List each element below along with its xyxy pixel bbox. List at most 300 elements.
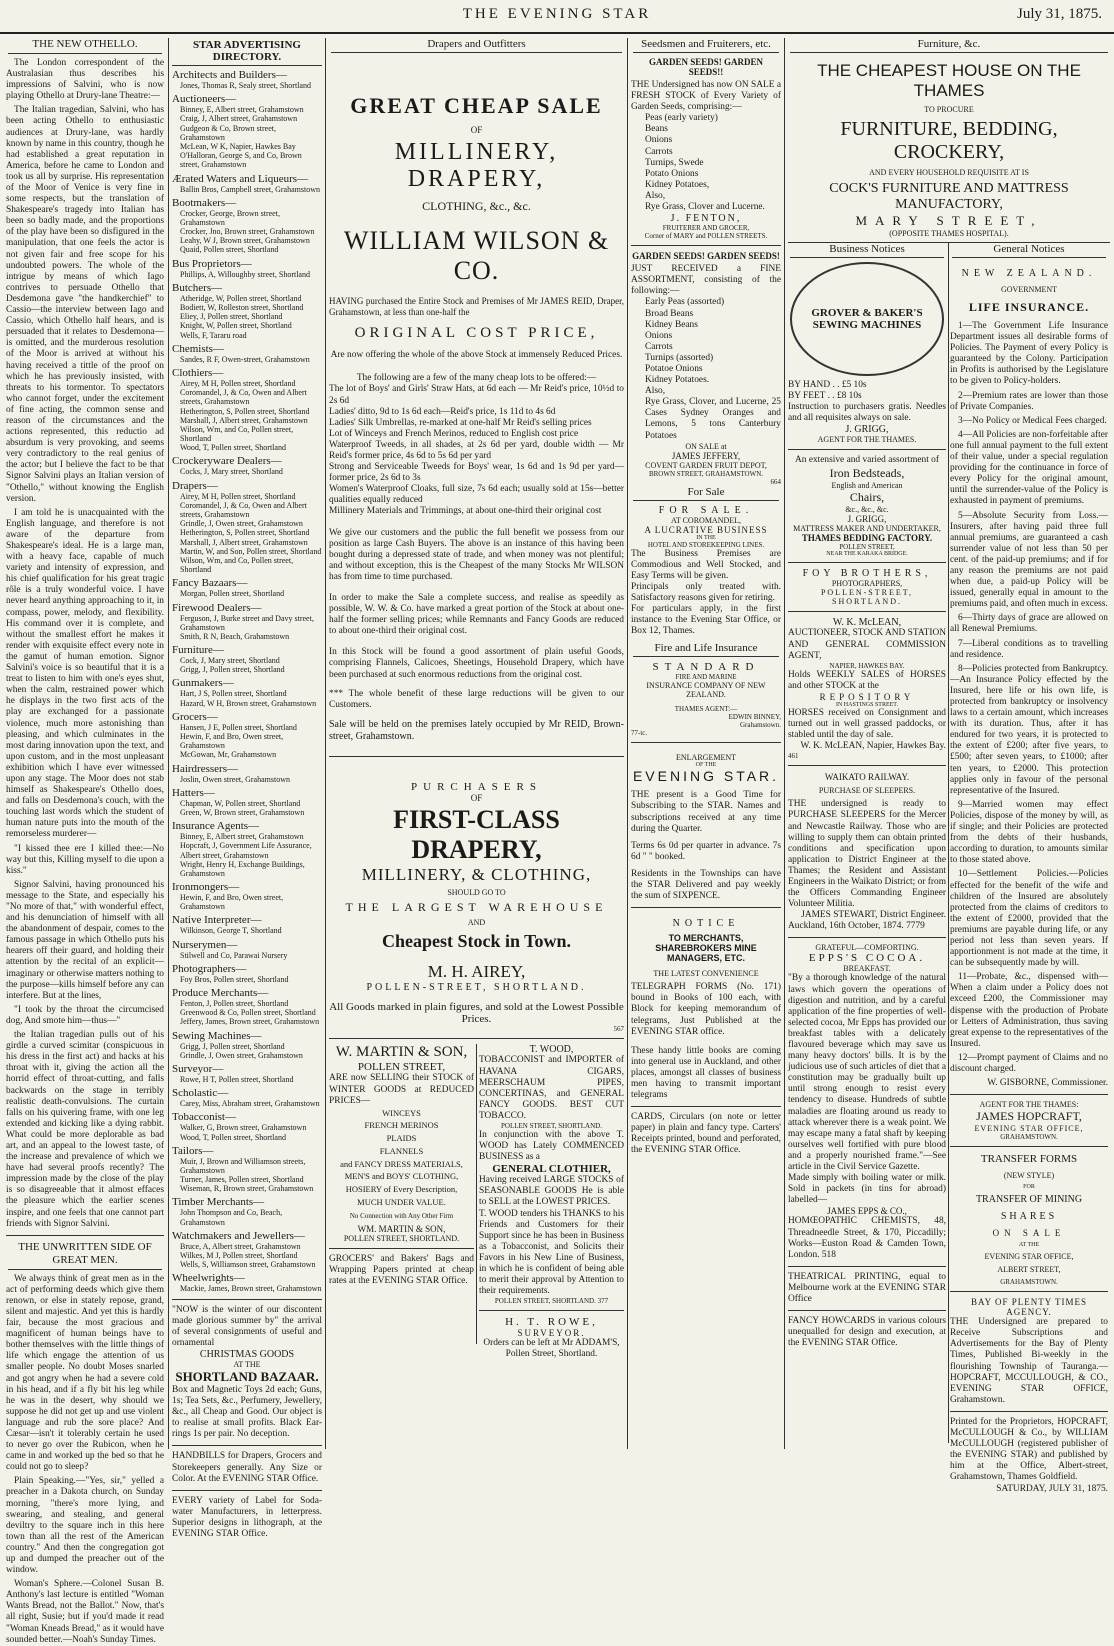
handy-books: These handy little books are coming into general use in Auckland, and other places, amongst all classes of business men having to transmit important telegrams bbox=[631, 1045, 781, 1101]
insurance-point: 4—All Policies are non-forfeitable after one full annual payment to the full extent of their value, under a special regulation providing for the continuance in force of every Policy for the original amount, until the surrender-value of the Policy is exhausted in payment of premiums. bbox=[950, 429, 1108, 507]
napier: NAPIER, HAWKES BAY. bbox=[829, 661, 905, 670]
imprint: Printed for the Proprietors, HOPCRAFT, McCULLOUGH & Co., by WILLIAM McCULLOUGH (registered publisher of the EVENING STAR) and published by him at the Office, Albert-street, Grahamstown, Thames Goldfield. bbox=[950, 1416, 1108, 1483]
merchants-heading: TO MERCHANTS, SHAREBROKERS MINE MANAGERS, ETC. bbox=[655, 933, 757, 964]
enlargement: ENLARGEMENT bbox=[676, 753, 736, 763]
directory-entry: Jones, Thomas R, Sealy street, Shortland bbox=[180, 81, 311, 90]
bazaar-intro: "NOW is the winter of our discontent made glorious summer by" the arrival of several consignments of useful and ornamental bbox=[172, 1304, 322, 1348]
largest-warehouse: THE LARGEST WAREHOUSE bbox=[345, 900, 608, 915]
railway-text: THE undersigned is ready to PURCHASE SLEEPERS for the Mercer and Newcastle Railway. Those who are willing to supply them can obtain printed conditions and specification upon application to District Engineer at the Thames; the Resident and Assistant Engineers in the Waikato District; or from the Officers Commanding Engineer Volunteer Militia. bbox=[788, 799, 946, 910]
martin-street: POLLEN STREET, bbox=[357, 1061, 446, 1074]
lots-intro: The following are a few of the many cheap lots to be offered:— bbox=[356, 373, 597, 384]
fancy-showcards: FANCY HOWCARDS in various colours unequalled for design and execution, at the EVENING STAR Office. bbox=[788, 1316, 946, 1349]
seed-item: Beans bbox=[645, 124, 668, 135]
directory-entry: Wright, Henry H, Exchange Buildings, Grahamstown bbox=[180, 859, 305, 878]
labels-notice: EVERY variety of Label for Soda-water Manufacturers, in letterpress. Superior designs in lithograph, at the EVENING STAR Office. bbox=[172, 1495, 322, 1539]
bay-text: THE Undersigned are prepared to Receive Subscriptions and Advertisements for the Bay of Plenty Times, Published Bi-weekly in the flourishing Township of Tauranga.—HOPCRAFT, MCCULLOUGH, & CO., EVENING STAR OFFICE, Grahamstown. bbox=[950, 1317, 1108, 1405]
price-feet: BY FEET . . £8 10s bbox=[788, 391, 862, 402]
epps-company: JAMES EPPS & CO., bbox=[827, 1206, 907, 1217]
wilson-name: WILLIAM WILSON & CO. bbox=[343, 226, 610, 285]
directory-entry: Wilson, Wm, and Co, Pollen street, Shortland bbox=[180, 555, 294, 575]
foy-brothers: FOY BROTHERS, bbox=[802, 568, 932, 580]
section-heading: For Sale bbox=[633, 486, 779, 501]
millinery-heading: MILLINERY, DRAPERY, bbox=[394, 139, 559, 192]
directory-category: Bus Proprietors— bbox=[172, 257, 252, 270]
martin-item: PLAIDS bbox=[386, 1133, 417, 1144]
insurance-point: 6—Thirty days of grace are allowed on all Renewal Premiums. bbox=[950, 613, 1108, 635]
epps-made: Made simply with boiling water or milk. Sold in packets (in tins for abroad) labelled— bbox=[788, 1173, 946, 1206]
directory-entry: Wilson, Wm, and Co, Pollen street, Shortland bbox=[180, 424, 294, 444]
directory-entry: Fenton, J, Pollen street, Shortland bbox=[180, 999, 289, 1008]
original-cost: ORIGINAL COST PRICE, bbox=[354, 325, 599, 342]
column-directory bbox=[172, 38, 322, 1539]
directory-entry: Ferguson, J, Burke street and Davy street, Grahamstown bbox=[180, 613, 314, 632]
seed-item: Potato Onions bbox=[645, 168, 699, 179]
column-seedsmen bbox=[631, 38, 781, 1449]
directory-category: Fancy Bazaars— bbox=[172, 577, 248, 590]
star-note: *** The whole benefit of these large reductions will be given to our Customers. bbox=[329, 688, 624, 710]
directory-entry: Marshall, J, Albert street, Grahamstown bbox=[180, 537, 308, 547]
section-heading: Drapers and Outfitters bbox=[331, 38, 622, 53]
transfer-forms: TRANSFER FORMS bbox=[980, 1153, 1078, 1166]
seed-item: Turnips, Swede bbox=[645, 157, 704, 168]
article-paragraph: Plain Speaking.—"Yes, sir," yelled a preacher in a Dakota church, on Sunday morning, "there's more lying, and swearing, and stealing, and general deviltry to the square inch in this here town than all the rest of the American country." And then the congregation got up and dumped the preacher out of the window. bbox=[6, 1476, 164, 1576]
directory-category: Sewing Machines— bbox=[172, 1029, 262, 1042]
directory-category: Grocers— bbox=[172, 710, 218, 723]
directory-entry: O'Halloran, George S, and Co, Brown street, Grahamstown bbox=[180, 151, 302, 170]
directory-category: Nurserymen— bbox=[172, 938, 238, 951]
directory-entry: Coromandel, J, & Co, Owen and Albert streets, Grahamstown bbox=[180, 500, 307, 519]
directory-entry: Turner, James, Pollen street, Shortland bbox=[180, 1175, 304, 1185]
for-sale-title: FOR SALE. bbox=[658, 504, 754, 516]
seed-list bbox=[631, 297, 781, 441]
lot-item: Lot of Winceys and French Merinos, reduced to English cost price bbox=[329, 428, 579, 439]
thames-agent: THAMES AGENT:— bbox=[674, 705, 738, 714]
price-hand: BY HAND . . £5 10s bbox=[788, 380, 867, 390]
insurance-point: 1—The Government Life Insurance Department issues all desirable forms of Policies. The Payment of every Policy is guaranteed by the Colony. Participation in Profits is authorised by the Legislature to be given to Policy-holders. bbox=[950, 321, 1108, 387]
transfer-mining: TRANSFER OF MINING bbox=[975, 1194, 1083, 1206]
bay-of-plenty: BAY OF PLENTY TIMES AGENCY. bbox=[970, 1297, 1088, 1318]
wood-clothier: GENERAL CLOTHIER, bbox=[492, 1163, 611, 1176]
directory-entry: Carey, Miss, Abraham street, Grahamstown bbox=[180, 1099, 320, 1109]
directory-entry: Foy Bros, Pollen street, Shortland bbox=[180, 974, 289, 984]
directory-category: Firewood Dealers— bbox=[172, 601, 262, 614]
directory-entry: Hewin, F, and Bro, Owen street, Grahamstown bbox=[180, 732, 284, 751]
article-heading: THE NEW OTHELLO. bbox=[8, 38, 162, 54]
directory-entry: Knight, W, Pollen street, Shortland bbox=[180, 321, 292, 331]
directory-category: Surveyor— bbox=[172, 1062, 224, 1075]
rowe-surveyor: SURVEYOR. bbox=[517, 1328, 586, 1339]
column-rule bbox=[168, 38, 169, 1449]
cheapest-stock: Cheapest Stock in Town. bbox=[381, 931, 572, 952]
evening-star-office: EVENING STAR OFFICE, bbox=[974, 1124, 1084, 1134]
directory-entry: Morgan, Pollen street, Shortland bbox=[180, 589, 285, 599]
seed-item: Kidney Potatoes. bbox=[645, 375, 710, 386]
directory-category: Native Interpreter— bbox=[172, 914, 262, 927]
directory-entry: Atheridge, W, Pollen street, Shortland bbox=[180, 293, 302, 303]
benefit-text: We give our customers and the public the full benefit we possess from our position as large Cash Buyers. The above is an instance of this having been bought during a depressed state of trade, and when money was not plentiful; and without exception, this is the Cheapest of the many Stocks Mr WILSON has from time to time purchased. bbox=[329, 527, 624, 582]
on-sale: ON SALE bbox=[992, 1228, 1066, 1239]
general-heading: General Notices bbox=[952, 243, 1106, 258]
column-rule bbox=[627, 38, 628, 1449]
seed-item: Onions bbox=[645, 330, 673, 341]
notice-title: NOTICE bbox=[672, 918, 740, 930]
bottom-ads bbox=[329, 1044, 624, 1360]
directory-entry: Stilwell and Co, Parawai Nursery bbox=[180, 950, 288, 960]
directory-entry: Wells, S, Williamson street, Grahamstown bbox=[180, 1260, 316, 1270]
furniture-heading: FURNITURE, BEDDING, CROCKERY, bbox=[840, 118, 1058, 163]
grigg-agent: AGENT FOR THE THAMES. bbox=[817, 435, 917, 445]
grahamstown: GRAHAMSTOWN. bbox=[1000, 1133, 1058, 1142]
purchasers: PURCHASERS bbox=[411, 781, 542, 794]
article-paragraph: "I kissed thee ere I killed thee:—No way but this, Killing myself to die upon a kiss." bbox=[6, 843, 164, 876]
residents-text: Residents in the Townships can have the STAR Delivered and pay weekly the sum of SIXPENCE. bbox=[631, 868, 781, 902]
near-bridge: NEAR THE KARAKA BRIDGE. bbox=[826, 551, 908, 558]
directory-entry: Hetherington, S, Pollen street, Shortland bbox=[180, 528, 310, 538]
government: GOVERNMENT bbox=[1001, 285, 1057, 294]
sale-title: GREAT CHEAP SALE bbox=[350, 93, 603, 118]
theatrical-printing: THEATRICAL PRINTING, equal to Melbourne work at the EVENING STAR Office bbox=[788, 1271, 946, 1304]
directory-entry: Cock, J, Mary street, Shortland bbox=[180, 656, 280, 666]
directory-category: Bootmakers— bbox=[172, 196, 237, 209]
hotel-lines: HOTEL AND STOREKEEPING LINES. bbox=[647, 540, 765, 549]
martin-item: MEN'S and BOYS' CLOTHING, bbox=[344, 1171, 459, 1182]
directory-entry: Wells, F, Tararu road bbox=[180, 330, 247, 340]
directory-category: Insurance Agents— bbox=[172, 820, 260, 833]
new-zealand: NEW ZEALAND. bbox=[961, 268, 1097, 279]
martin-connection: No Connection with Any Other Firm bbox=[349, 1211, 454, 1220]
article-paragraph: We always think of great men as in the act of performing deeds which give them renown, or else in stately repose, grand, silent and majestic. And yet this is hardly fair, because the most gracious and magnificent of human beings have to bother themselves with the little things of life which engage the attention of us smaller people. No doubt Moses snarled and got angry when he had a severe cold in his head, and if a fly bit his leg while he was in the desert, why should we suppose he did not get up and use violent language and rub the sore place? And Cæsar—isn't it tolerably certain he used to never go over the Rubicon, when he came in and worked up the bed so that he could not go to sleep? bbox=[6, 1273, 164, 1473]
column-drapers bbox=[329, 38, 624, 1449]
gisborne-sign: W. GISBORNE, Commissioner. bbox=[987, 1078, 1108, 1089]
directory-entry: Ballin Bros, Campbell street, Grahamstown bbox=[180, 184, 320, 194]
column-rule bbox=[784, 38, 785, 1449]
binney-name: EDWIN BINNEY, bbox=[728, 713, 781, 722]
masthead bbox=[0, 0, 1114, 34]
directory-category: Gunmakers— bbox=[172, 677, 234, 690]
wood-ad bbox=[479, 1044, 624, 1360]
seed-item: Also, bbox=[645, 386, 666, 397]
directory-entry: Hewin, F, and Bro, Owen street, Grahamstown bbox=[180, 893, 284, 912]
directory-entry: Wood, T, Pollen street, Shortland bbox=[180, 443, 286, 453]
martin-ad bbox=[329, 1044, 477, 1344]
article-paragraph: "I took by the throat the circumcised dog, And smote him—thus—" bbox=[6, 1004, 164, 1026]
jeffery-name: JAMES JEFFERY, bbox=[671, 450, 741, 461]
seed-item: Onions bbox=[645, 135, 673, 146]
directory-category: Butchers— bbox=[172, 281, 223, 294]
foy-street: POLLEN-STREET, SHORTLAND. bbox=[820, 588, 914, 607]
directory-entry: Wilkes, M J, Pollen street, Shortland bbox=[180, 1251, 298, 1260]
article-paragraph: Woman's Sphere.—Colonel Susan B. Anthony's last lecture is entitled "Woman Wants Bread, not the Ballot." Now, that's all right, Susie; but if you'd made it read "Woman Kneads Bread," as it would have sounded better.—Noah's Sunday Times. bbox=[6, 1579, 164, 1645]
directory-entry: Walker, G, Brown street, Grahamstown bbox=[180, 1123, 307, 1133]
directory-entry: Mackie, James, Brown street, Grahamstown bbox=[180, 1284, 322, 1294]
directory-entry: Craig, J, Albert street, Grahamstown bbox=[180, 114, 298, 124]
life-insurance: LIFE INSURANCE. bbox=[968, 300, 1090, 314]
breakfast: BREAKFAST. bbox=[843, 964, 891, 974]
directory-entry: Greenwood & Co, Pollen street, Shortland bbox=[180, 1008, 316, 1018]
martin-sign2: POLLEN STREET, SHORTLAND. bbox=[343, 1233, 460, 1243]
iron-bedsteads: Iron Bedsteads, bbox=[829, 466, 905, 481]
epps-text: "By a thorough knowledge of the natural laws which govern the operations of digestion and nutrition, and by a careful application of the fine properties of well-selected cocoa, Mr Epps has provided our breakfast tables with a delicately flavoured beverage which may save us many heavy doctors' bills. It is by the judicious use of such articles of diet that a constitution may be gradually built up until strong enough to resist every tendency to disease. Hundreds of subtle maladies are floating around us ready to attack wherever there is a weak point. We may escape many a fatal shaft by keeping ourselves well fortified with pure blood and a properly nourished frame."—See article in the Civil Service Gazette. bbox=[788, 973, 946, 1173]
insurance-point: 10—Settlement Policies.—Policies effected for the benefit of the wife and children of the Insured are absolutely protected from the claims of creditors to the extent of £2000, provided that the premiums are payable during life, or any period not less than seven years. If apportionment is not made at the time, it can be subsequently made by will. bbox=[950, 869, 1108, 969]
directory-category: Hatters— bbox=[172, 786, 215, 799]
albert-street: ALBERT STREET, bbox=[997, 1265, 1061, 1275]
lots-list bbox=[329, 384, 624, 517]
article-paragraph: I am told he is unacquainted with the English language, and therefore is not aware of the departure from Shakespeare's ideal. He is a large man, with a heavy face, capable of much variety and intensity of expression, and his chief qualification for his great tragic rôle is a truly wonderful voice. I have never heard anything approaching to it, in compass, power, melody, and flexibility. His command over it is complete, and without the smallest effort he makes it render with exquisite effect every note in the gamut of human emotion. Signor Salvini's voice is so beautiful that it is a treat to listen to him with one's eyes shut, when the calm, restrained power which he displays in the two first acts of the play are exchanged for a passionate violence, much more astonishing than pleasing, and which culminates in the most daring innovation upon the text, and upon custom, and in the most unpleasant exhibition which I have ever witnessed upon any stage. The Moor does not stab himself as Shakespeare's Othello does, and falls on Desdemona's couch, with the touching last words which the student of human nature puts into the mouth of the remorseless murderer— bbox=[6, 507, 164, 840]
directory-entry: McGowan, Mr, Grahamstown bbox=[180, 750, 277, 760]
weekly-sales: Holds WEEKLY SALES of HORSES and other STOCK at the bbox=[788, 669, 946, 691]
martin-text: ARE now SELLING their STOCK of WINTER GOODS at REDUCED PRICES— bbox=[329, 1073, 474, 1106]
insurance-company: INSURANCE COMPANY OF NEW ZEALAND. bbox=[646, 681, 766, 700]
should-go: SHOULD GO TO bbox=[447, 888, 506, 898]
article-heading: THE UNWRITTEN SIDE OF GREAT MEN. bbox=[8, 1241, 162, 1270]
directory-category: Ironmongers— bbox=[172, 881, 240, 894]
standard-name: STANDARD bbox=[652, 661, 760, 674]
seed-item: Rye Grass, Clover and Lucerne. bbox=[645, 202, 765, 213]
of-label: OF bbox=[470, 793, 483, 804]
directory-entry: Wiseman, R, Brown street, Grahamstown bbox=[180, 1184, 314, 1194]
to-procure: TO PROCURE bbox=[924, 105, 974, 114]
directory-entry: Leahy, W J, Brown street, Grahamstown bbox=[180, 236, 310, 246]
stewart-sign: JAMES STEWART, District Engineer. bbox=[801, 910, 946, 921]
directory-category: Produce Merchants— bbox=[172, 987, 269, 999]
airey-marked: All Goods marked in plain figures, and sold at the Lowest Possible Prices. bbox=[329, 1001, 624, 1026]
cock-manufactory: COCK'S FURNITURE AND MATTRESS MANUFACTORY, bbox=[829, 181, 1069, 212]
directory-entry: Hart, J S, Pollen street, Shortland bbox=[180, 689, 287, 699]
insurance-point: 9—Married women may effect Policies, dispose of the money by will, as if single; and their Policies are protected from the debts of their husbands, according to duration, to amounts similar to those stated above. bbox=[950, 799, 1108, 866]
of-the: OF THE bbox=[695, 762, 717, 769]
section-heading: Seedsmen and Fruiterers, etc. bbox=[633, 38, 779, 53]
directory-entry: Gudgeon & Co, Brown street, Grahamstown bbox=[180, 123, 276, 142]
directory-entry: Hazard, W H, Brown street, Grahamstown bbox=[180, 698, 317, 708]
pollen-street: POLLEN STREET, bbox=[839, 543, 895, 552]
bedding-factory: THAMES BEDDING FACTORY. bbox=[801, 533, 933, 544]
directory-entry: Crocker, George, Brown street, Grahamstown bbox=[180, 208, 280, 227]
directory-entry: Sandes, R F, Owen-street, Grahamstown bbox=[180, 354, 310, 364]
section-heading: Furniture, &c. bbox=[790, 38, 1108, 53]
directory-entry: Muir, J, Brown and Williamson streets, Grahamstown bbox=[180, 1156, 306, 1175]
directory-category: Photographers— bbox=[172, 962, 247, 975]
martin-name: W. MARTIN & SON, bbox=[335, 1044, 468, 1061]
article-paragraph: the Italian tragedian pulls out of his girdle a curved scimitar (conspicuous in his dress in the first act) and hacks at his throat with it, giving the action all the horrid effect of throat-cutting, and falls backwards on the stage in terribly realistic death-convulsions. The curtain falls on his quivering frame, with one leg extended and kicking like a dying rabbit. What could be more deplorable as bad art, and an appeal to the lowest taste, of the increase and prevalence of which we have had several proofs recently? The impression made by the close of the play is so disagreeable that it almost effaces the pleasure which the earlier scenes inspire, and one feels that one cannot part friends with Signor Salvini. bbox=[6, 1030, 164, 1229]
directory-entry: Bruce, A, Albert street, Grahamstown bbox=[180, 1241, 301, 1251]
directory-category: Crockeryware Dealers— bbox=[172, 455, 282, 468]
horses-text: HORSES received on Consignment and turned out in well grassed paddocks, or stabled until the day of sale. bbox=[788, 707, 946, 741]
insurance-point: 7—Liberal conditions as to travelling and residence. bbox=[950, 638, 1108, 660]
lot-item: Strong and Serviceable Tweeds for Boys' wear, 1s 6d and 1s 9d per yard—former price, 2s 6d to 3s bbox=[329, 462, 624, 484]
directory-entry: Crocker, Jno, Brown street, Grahamstown bbox=[180, 227, 315, 237]
seed-item: Kidney Potatoes, bbox=[645, 179, 710, 190]
column-rule bbox=[325, 38, 326, 1449]
directory-entry: Jeffery, James, Brown street, Grahamstown bbox=[180, 1017, 320, 1027]
directory-category: Drapers— bbox=[172, 479, 218, 492]
wood-sign: POLLEN STREET, SHORTLAND. 377 bbox=[494, 1297, 609, 1306]
directory-entry: Hopcraft, J, Government Life Assurance, Albert street, Grahamstown bbox=[180, 841, 312, 860]
jeffery-text: JUST RECEIVED a FINE ASSORTMENT, consisting of the following:— bbox=[631, 264, 781, 297]
seed-item: Carrots bbox=[645, 341, 673, 352]
grocers-notice: GROCERS' and Bakers' Bags and Wrapping Papers printed at cheap rates at the EVENING STAR Office. bbox=[329, 1253, 474, 1286]
directory-category: Ærated Waters and Liqueurs— bbox=[172, 172, 309, 185]
business-heading: Business Notices bbox=[790, 243, 944, 258]
martin-items bbox=[329, 1107, 474, 1209]
lot-item: Ladies' ditto, 9d to 1s 6d each—Reid's price, 1s 11d to 4s 6d bbox=[329, 406, 556, 417]
directory-entry: Phillips, A, Willoughby street, Shortland bbox=[180, 269, 310, 279]
hopcraft-name: JAMES HOPCRAFT, bbox=[976, 1109, 1082, 1124]
seed-item: Carrots bbox=[645, 146, 673, 157]
insurance-point: 5—Absolute Security from Loss.—Insurers, after having paid three full annual premiums, are guaranteed a cash surrender value of not less than 50 per cent. of the paid-up premiums; and if for any reason the premiums are not paid when due, a paid-up Policy will be issued, generally equal in amount to the premiums paid, and often much in excess. bbox=[950, 510, 1108, 610]
article-body bbox=[6, 58, 164, 1230]
complete-text: In order to make the Sale a complete success, and realise as speedily as possible, W. W. & Co. have marked a great portion of the Stock at about one-half the former selling prices; while Remnants and Fancy Goods are reduced to about one-third their original cost. bbox=[329, 593, 624, 637]
directory-entry: Wood, T, Pollen street, Shortland bbox=[180, 1132, 286, 1142]
martin-item: FRENCH MERINOS bbox=[364, 1120, 439, 1131]
for-sale-at: AT COROMANDEL, bbox=[670, 515, 742, 525]
insurance-point: 8—Policies protected from Bankruptcy.—An Insurance Policy effected by the Insured, here life or his own life, is protected from bankruptcy or insolvency laws to a certain amount, which increases with its duration. Thus, after it has endured for two years, it is protected to the extent of £200; after five years, to £500; after seven years, to £1000; after ten years, to £2000. This protection applies only in favour of the personal representative of the Insured. bbox=[950, 663, 1108, 796]
mary-street: MARY STREET, bbox=[855, 213, 1043, 228]
directory-entry: Eliey, J, Pollen street, Shortland bbox=[180, 312, 283, 322]
subscription-text: THE present is a Good Time for Subscribing to the STAR. Names and subscriptions received at any time during the Quarter. bbox=[631, 790, 781, 834]
wilson-offering: Are now offering the whole of the above Stock at immensely Reduced Prices. bbox=[330, 350, 623, 361]
issue-date: July 31, 1875. bbox=[1016, 6, 1102, 22]
handbills-notice: HANDBILLS for Drapers, Grocers and Storekeepers generally. Any Size or Color. At the EVENING STAR Office. bbox=[172, 1451, 322, 1484]
imprint-date: SATURDAY, JULY 31, 1875. bbox=[996, 1483, 1108, 1494]
seed-item: Turnips (assorted) bbox=[645, 352, 714, 363]
fenton-name: J. FENTON, bbox=[670, 213, 742, 225]
at-the: AT THE bbox=[1018, 1242, 1040, 1249]
bazaar-text: Box and Magnetic Toys 2d each; Guns, 1s; Tea Sets, &c., Perfumery, Jewellery, &c., all Cheap and Good. Our object is to realise at small profits. Black Ear-rings 1s per pair. No deception. bbox=[172, 1384, 322, 1440]
martin-item: and FANCY DRESS MATERIALS, bbox=[340, 1158, 463, 1169]
directory-entry: Quaid, Pollen street, Shortland bbox=[180, 245, 279, 255]
grigg-name: J. GRIGG, bbox=[847, 514, 887, 525]
directory-entry: Airey, M H, Pollen street, Shortland bbox=[180, 491, 296, 501]
directory-entry: Chapman, W, Pollen street, Shortland bbox=[180, 798, 301, 808]
directory-category: Architects and Builders— bbox=[172, 69, 287, 81]
extensive-text: An extensive and varied assortment of bbox=[795, 455, 939, 466]
covent-garden: COVENT GARDEN FRUIT DEPOT, bbox=[645, 460, 767, 470]
martin-item: MUCH UNDER VALUE. bbox=[357, 1196, 446, 1207]
directory-entry: Green, W, Brown street, Grahamstown bbox=[180, 807, 305, 817]
seed-list bbox=[631, 113, 781, 213]
directory-entry: Coromandel, J, & Co, Owen and Albert streets, Grahamstown bbox=[180, 388, 307, 407]
directory-entry: Binney, E, Albert street, Grahamstown bbox=[180, 832, 304, 842]
wood-text: TOBACCONIST and IMPORTER of HAVANA CIGARS, MEERSCHAUM PIPES, CONCERTINAS, and GENERAL FANCY GOODS. BEST CUT TOBACCO. bbox=[479, 1055, 624, 1121]
directory-entry: Rowe, H T, Pollen street, Shortland bbox=[180, 1074, 294, 1084]
grateful-comforting: GRATEFUL—COMFORTING. bbox=[815, 943, 919, 953]
directory-category: Wheelwrights— bbox=[172, 1272, 245, 1285]
lot-item: Waterproof Tweeds, in all shades, at 2s 6d per yard, double width — Mr Reid's former price, 4s 6d to 5s 6d per yard bbox=[329, 439, 624, 461]
ad-number: 567 bbox=[613, 1025, 624, 1034]
new-style: (NEW STYLE) bbox=[1003, 1171, 1055, 1181]
every-requisite: AND EVERY HOUSEHOLD REQUISITE AT IS bbox=[869, 168, 1029, 177]
ad-number: 77-tc. bbox=[631, 729, 648, 738]
directory-entry: Grigg, J, Pollen street, Shortland bbox=[180, 665, 285, 675]
instruction-text: Instruction to purchasers gratis. Needles and all requisites always on sale. bbox=[788, 402, 946, 424]
directory-entry: Binney, E, Albert street, Grahamstown bbox=[180, 105, 304, 115]
millinery-clothing: MILLINERY, & CLOTHING, bbox=[361, 865, 592, 885]
directory-category: Auctioneers— bbox=[172, 93, 237, 106]
hastings-street: IN HASTINGS STREET. bbox=[835, 701, 899, 708]
airey-address: POLLEN-STREET, SHORTLAND. bbox=[366, 982, 587, 994]
particulars-text: For particulars apply, in the first instance to the Evening Star Office, or Box 12, Thames. bbox=[631, 604, 781, 637]
directory-entry: Grindle, J, Owen street, Grahamstown bbox=[180, 1050, 303, 1060]
directory-list bbox=[172, 69, 322, 1294]
directory-entry: Cocks, J, Mary street, Shortland bbox=[180, 467, 283, 477]
evening-star-office: EVENING STAR OFFICE, bbox=[984, 1252, 1074, 1262]
article-body bbox=[6, 1274, 164, 1646]
bazaar-goods: CHRISTMAS GOODS bbox=[199, 1348, 295, 1360]
evening-star-title: EVENING STAR. bbox=[632, 768, 780, 785]
martin-sign: WM. MARTIN & SON, bbox=[357, 1223, 446, 1234]
insurance-point: 2—Premium rates are lower than those of Private Companies. bbox=[950, 390, 1108, 412]
opposite-hospital: (OPPOSITE THAMES HOSPITAL). bbox=[889, 229, 1009, 238]
directory-category: Furniture— bbox=[172, 644, 224, 657]
newspaper-title: THE EVENING STAR bbox=[462, 6, 652, 22]
directory-entry: Hansen, J E, Pollen street, Shortland bbox=[180, 722, 297, 732]
directory-category: Clothiers— bbox=[172, 366, 224, 379]
ad-number: 664 bbox=[770, 477, 781, 486]
directory-category: Tobacconist— bbox=[172, 1111, 236, 1124]
lucrative-business: A LUCRATIVE BUSINESS bbox=[644, 524, 768, 535]
seed-item: Also, bbox=[645, 190, 666, 201]
directory-category: Tailors— bbox=[172, 1144, 214, 1157]
general-notices bbox=[950, 243, 1108, 1494]
martin-item: HOSIERY of Every Description, bbox=[345, 1184, 458, 1195]
mclean-name: W. K. McLEAN, bbox=[832, 617, 902, 629]
railway-date: Auckland, 16th October, 1874. 7779 bbox=[788, 921, 925, 932]
martin-item: FLANNELS bbox=[379, 1145, 424, 1156]
seed-item: Broad Beans bbox=[645, 308, 694, 319]
directory-entry: John Thompson and Co, Beach, Grahamstown bbox=[180, 1208, 283, 1227]
martin-item: WINCEYS bbox=[382, 1107, 421, 1118]
wood-thanks: T. WOOD tenders his THANKS to his Friends and Customers for their Support since he has been in Business as a Tobacconist, and Solicits their Favors in his New Line of Business, in which he is confident of being able to merit their approval by Attention to their requirements. bbox=[479, 1208, 624, 1297]
good-text: In this Stock will be found a good assortment of plain useful Goods, comprising Flannels, Calicoes, Sheetings, Household Drapery, which have been purchased at such enormous reductions from the original cost. bbox=[329, 647, 624, 680]
article-paragraph: Signor Salvini, having pronounced his message to the State, and especially his "No more of that," with wonderful effect, and his denunciation of himself with all the abandonment of despair, comes to the famous passage in which Othello puts his hearers off their guard, and holding their attention by the recital of an explicit—imaginary or otherwise matters nothing to the purpose—kills himself before any can interfere. But at the lines, bbox=[6, 879, 164, 1001]
directory-entry: Hetherington, S, Pollen street, Shortland bbox=[180, 406, 310, 416]
wood-street: POLLEN STREET, SHORTLAND. bbox=[501, 1122, 602, 1130]
binney-place: Grahamstown. bbox=[739, 721, 781, 730]
directory-category: Watchmakers and Jewellers— bbox=[172, 1229, 305, 1242]
latest-convenience: THE LATEST CONVENIENCE bbox=[653, 969, 759, 979]
cheapest-house: THE CHEAPEST HOUSE ON THE THAMES bbox=[817, 61, 1081, 100]
premises-text: The Business Premises are Commodious and Well Stocked, and Easy Terms will be given. bbox=[631, 548, 781, 581]
seed-item: Early Peas (assorted) bbox=[645, 297, 725, 308]
directory-heading: STAR ADVERTISING DIRECTORY. bbox=[172, 38, 322, 66]
epps-address: HOMŒOPATHIC CHEMISTS, 48, Threadneedle Street, & 170, Piccadilly; Works—Euston Road & Camden Town, London. 518 bbox=[788, 1216, 946, 1260]
photographers: PHOTOGRAPHERS, bbox=[831, 579, 903, 589]
directory-entry: Grindle, J, Owen street, Grahamstown bbox=[180, 519, 303, 529]
epps-cocoa: EPPS'S COCOA. bbox=[808, 952, 926, 965]
fenton-sub: FRUITERER AND GROCER, bbox=[662, 224, 750, 233]
mattress-maker: MATTRESS MAKER AND UNDERTAKER, bbox=[793, 524, 941, 534]
grahamstown: GRAHAMSTOWN. bbox=[1000, 1278, 1058, 1287]
subscription-terms: Terms 6s 0d per quarter in advance. 7s 6d " " booked. bbox=[631, 840, 781, 862]
business-notices bbox=[788, 243, 949, 1443]
column-news bbox=[6, 38, 164, 1645]
wilson-intro: HAVING purchased the Entire Stock and Premises of Mr JAMES REID, Draper, Grahamstown, at less than one-half the bbox=[329, 296, 624, 317]
wood-stock: Having received LARGE STOCKS of SEASONABLE GOODS He is able to SELL at the LOWEST PRICES. bbox=[479, 1175, 624, 1208]
on-sale-at: ON SALE at bbox=[685, 441, 727, 451]
rowe-name: H. T. ROWE, bbox=[505, 1316, 598, 1329]
wood-conjunction: In conjunction with the above T. WOOD has Lately COMMENCED BUSINESS as a bbox=[479, 1130, 624, 1163]
rowe-text: Orders can be left at Mr ADDAM'S, Pollen Street, Shortland. bbox=[483, 1338, 620, 1360]
garden-seeds-heading: GARDEN SEEDS! GARDEN SEEDS!! bbox=[648, 57, 764, 77]
directory-category: Timber Merchants— bbox=[172, 1196, 265, 1209]
fenton-address: Corner of MARY and POLLEN STREETS. bbox=[644, 232, 768, 241]
purchase-sleepers: PURCHASE OF SLEEPERS. bbox=[818, 786, 916, 796]
notices-area bbox=[788, 242, 1110, 1494]
clothing-line: CLOTHING, &c., &c. bbox=[422, 199, 531, 213]
for-label: FOR bbox=[1023, 1184, 1035, 1191]
article-paragraph: The London correspondent of the Australasian thus describes his impressions of Salvini, who is now playing Othello at Drury-lane Theatre:— bbox=[6, 57, 164, 102]
lot-item: Millinery Materials and Trimmings, at about one-third their original cost bbox=[329, 506, 602, 517]
